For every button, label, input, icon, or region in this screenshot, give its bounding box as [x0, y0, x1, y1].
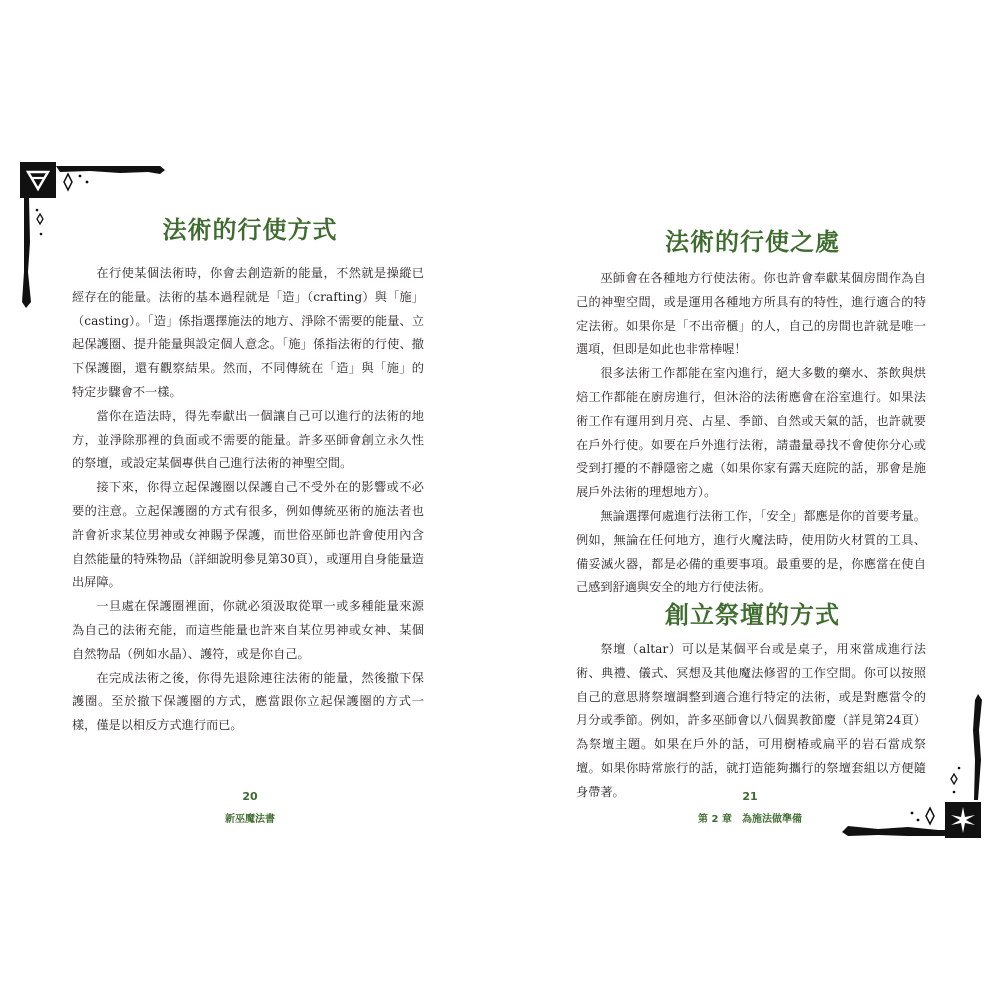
- paragraph: 一旦處在保護圈裡面，你就必須汲取從單一或多種能量來源為自己的法術充能，而這些能量也許來自某位男神或女神、某個自然物品（例如水晶）、護符，或是你自己。: [72, 599, 424, 661]
- section-body: [576, 267, 926, 600]
- paragraph: 巫師會在各種地方行使法術。你也許會奉獻某個房間作為自己的神聖空間，或是運用各種地方所具有的特性，進行適合的特定法術。如果你是「不出帝櫃」的人，自己的房間也許就是唯一選項，但即是如此也非常棒喔！: [576, 271, 926, 357]
- paragraph: 當你在造法時，得先奉獻出一個讓自己可以進行的法術的地方，並淨除那裡的負面或不需要的能量。許多巫師會創立永久性的祭壇，或設定某個專供自己進行法術的神聖空間。: [72, 408, 424, 471]
- paragraph: 無論選擇何處進行法術工作，「安全」都應是你的首要考量。例如，無論在任何地方，進行火魔法時，使用防火材質的工具、備妥滅火器，都是必備的重要事項。最重要的是，你應當在使自己感到舒適與安全的地方行使法術。: [576, 508, 926, 595]
- page-number: 20: [242, 790, 258, 803]
- left-page-body: [72, 262, 424, 738]
- section-title: 法術的行使之處: [665, 228, 840, 256]
- paragraph: 很多法術工作都能在室內進行，絕大多數的藥水、茶飲與烘焙工作都能在廚房進行，但沐浴的法術應會在浴室進行。如果法術工作有運用到月亮、占星、季節、自然或天氣的話，也許就要在戶外行使。如要在戶外進行法術，請盡量尋找不會使你分心或受到打擾的不靜隱密之處（如果你家有露天庭院的話，那會是施展戶外法術的理想地方）。: [576, 366, 926, 500]
- right-page: [500, 0, 999, 999]
- paragraph: 祭壇（altar）可以是某個平台或是桌子，用來當成進行法術、典禮、儀式、冥想及其他魔法修習的工作空間。你可以按照自己的意思將祭壇調整到適合進行特定的法術，或是對應當令的月分或季節。例如，許多巫師會以八個異教節慶（詳見第24頁）為祭壇主題。如果在戶外的話，可用樹椿或扁平的岩石當成祭壇。如果你時常旅行的話，就打造能夠攜行的祭壇套組以方便隨身帶著。: [576, 642, 926, 799]
- running-footer: 新巫魔法書: [225, 814, 275, 825]
- star-burst-icon: [945, 802, 981, 838]
- paragraph: 在行使某個法術時，你會去創造新的能量，不然就是操縱已經存在的能量。法術的基本過程就是「造」（crafting）與「施」（casting）。「造」係指選擇施法的地方、淨除不需要的能量、立起保護圈、提升能量與設定個人意念。「施」係指法術的行使、撤下保護圈，還有觀察結果。然而，不同傳統在「造」與「施」的特定步驟會不一樣。: [72, 266, 424, 399]
- paragraph: 在完成法術之後，你得先退除連往法術的能量，然後撤下保護圈。至於撤下保護圈的方式，應當跟你立起保護圈的方式一樣，僅是以相反方式進行而已。: [72, 670, 424, 733]
- running-footer: 第 2 章 為施法做準備: [698, 814, 802, 825]
- left-page-title: 法術的行使方式: [162, 216, 338, 244]
- section-title: 創立祭壇的方式: [665, 601, 840, 629]
- page-number: 21: [742, 790, 758, 803]
- paragraph: 接下來，你得立起保護圈以保護自己不受外在的影響或不必要的注意。立起保護圈的方式有很多，例如傳統巫術的施法者也許會祈求某位男神或女神賜予保護，而世俗巫師也許會使用內含自然能量的特殊物品（詳細說明參見第30頁），或運用自身能量造出屏障。: [72, 480, 424, 590]
- triangle-earth-symbol-icon: [20, 162, 56, 198]
